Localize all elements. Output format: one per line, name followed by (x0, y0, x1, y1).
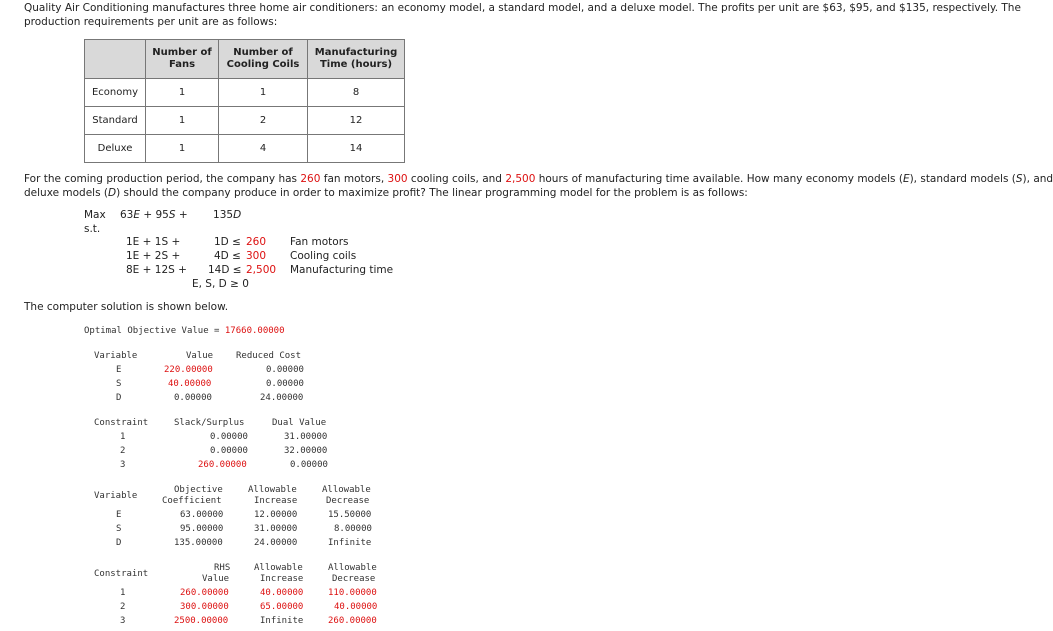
con-dual: 31.00000 (284, 432, 328, 442)
var-name: S (116, 379, 122, 389)
intro-line-2: production requirements per unit are as follows: (24, 16, 278, 28)
obj-coef: 135.00000 (174, 538, 223, 548)
row-label: Deluxe (85, 135, 146, 163)
obj-header-variable: Variable (94, 491, 138, 501)
fan-count: 260 (300, 173, 321, 185)
con-header-constraint: Constraint (94, 418, 149, 428)
header-time: Manufacturing Time (hours) (308, 40, 405, 79)
rhs-header-dec-1: Allowable (328, 563, 377, 573)
row-label: Economy (85, 79, 146, 107)
rhs-dec: 110.00000 (328, 588, 377, 598)
rhs-inc: 65.00000 (260, 602, 304, 612)
con-dual: 0.00000 (290, 460, 328, 470)
problem-paragraph-line-2: deluxe models (D) should the company produce in order to maximize profit? The linear programming model for the problem is as follows: (24, 187, 748, 199)
obj-header-dec-2: Decrease (326, 496, 370, 506)
var-name: D (116, 393, 122, 403)
table-row (85, 79, 405, 107)
requirements-table (84, 39, 405, 163)
obj-dec: 15.50000 (328, 510, 372, 520)
cell-time: 12 (308, 107, 405, 135)
nonnegativity: E, S, D ≥ 0 (192, 278, 249, 290)
cell-time: 14 (308, 135, 405, 163)
var-header-value: Value (186, 351, 214, 361)
cell-fans: 1 (146, 107, 219, 135)
hours-count: 2,500 (505, 173, 536, 185)
rhs-inc: 40.00000 (260, 588, 304, 598)
rhs-header-dec-2: Decrease (332, 574, 376, 584)
obj-var: D (116, 538, 122, 548)
con-header-slack: Slack/Surplus (174, 418, 245, 428)
header-fans: Number of Fans (146, 40, 219, 79)
cell-coils: 4 (219, 135, 308, 163)
constraint-1-label: Fan motors (290, 236, 349, 248)
rhs-inc: Infinite (260, 616, 304, 626)
table-row (85, 135, 405, 163)
obj-inc: 24.00000 (254, 538, 298, 548)
rhs-value: 260.00000 (180, 588, 229, 598)
constraint-1-d: 1D ≤ (214, 236, 241, 248)
constraint-2-label: Cooling coils (290, 250, 357, 262)
cell-fans: 1 (146, 79, 219, 107)
rhs-header-inc-1: Allowable (254, 563, 303, 573)
rhs-con: 3 (120, 616, 126, 626)
obj-header-2: Coefficient (162, 496, 222, 506)
solution-intro: The computer solution is shown below. (24, 301, 229, 313)
max-label: Max (84, 209, 106, 221)
optimal-objective: Optimal Objective Value = 17660.00000 (84, 326, 285, 336)
cell-fans: 1 (146, 135, 219, 163)
con-slack: 0.00000 (210, 446, 248, 456)
coil-count: 300 (387, 173, 408, 185)
obj-header-inc-2: Increase (254, 496, 298, 506)
obj-header-1: Objective (174, 485, 223, 495)
constraint-1-lhs: 1E + 1S + (126, 236, 181, 248)
con-slack: 260.00000 (198, 460, 247, 470)
obj-var: S (116, 524, 122, 534)
con-name: 1 (120, 432, 126, 442)
obj-dec: 8.00000 (334, 524, 372, 534)
cell-coils: 2 (219, 107, 308, 135)
con-header-dual: Dual Value (272, 418, 327, 428)
obj-header-dec-1: Allowable (322, 485, 371, 495)
var-reduced-cost: 0.00000 (266, 365, 304, 375)
con-name: 3 (120, 460, 126, 470)
obj-coef: 95.00000 (180, 524, 224, 534)
problem-paragraph-line-1: For the coming production period, the company has 260 fan motors, 300 cooling coils, and 2,500 hours of manufacturing time available. How many economy models (E), standard models (S), and (24, 173, 1053, 185)
cell-time: 8 (308, 79, 405, 107)
rhs-header-1: RHS (214, 563, 231, 573)
obj-inc: 31.00000 (254, 524, 298, 534)
var-value: 40.00000 (168, 379, 212, 389)
constraint-2-d: 4D ≤ (214, 250, 241, 262)
cell-coils: 1 (219, 79, 308, 107)
st-label: s.t. (84, 223, 101, 235)
rhs-value: 300.00000 (180, 602, 229, 612)
objective-function: 63E + 95S + 135D (120, 209, 242, 221)
var-header-variable: Variable (94, 351, 138, 361)
constraint-2-lhs: 1E + 2S + (126, 250, 181, 262)
var-reduced-cost: 24.00000 (260, 393, 304, 403)
constraint-3-label: Manufacturing time (290, 264, 394, 276)
rhs-dec: 40.00000 (334, 602, 378, 612)
optimal-objective-value: 17660.00000 (224, 326, 285, 336)
var-header-reduced-cost: Reduced Cost (236, 351, 302, 361)
rhs-header-2: Value (202, 574, 230, 584)
var-reduced-cost: 0.00000 (266, 379, 304, 389)
var-name: E (116, 365, 122, 375)
obj-header-inc-1: Allowable (248, 485, 297, 495)
table-header-row (85, 40, 405, 79)
table-corner (85, 40, 146, 79)
constraint-3-lhs: 8E + 12S + (126, 264, 187, 276)
var-value: 0.00000 (174, 393, 212, 403)
con-dual: 32.00000 (284, 446, 328, 456)
rhs-con: 1 (120, 588, 126, 598)
rhs-dec: 260.00000 (328, 616, 377, 626)
rhs-con: 2 (120, 602, 126, 612)
constraint-2-rhs: 300 (246, 250, 267, 262)
var-value: 220.00000 (164, 365, 213, 375)
rhs-value: 2500.00000 (174, 616, 229, 626)
header-coils: Number of Cooling Coils (219, 40, 308, 79)
con-name: 2 (120, 446, 126, 456)
obj-var: E (116, 510, 122, 520)
rhs-header-constraint: Constraint (94, 569, 149, 579)
obj-inc: 12.00000 (254, 510, 298, 520)
row-label: Standard (85, 107, 146, 135)
obj-dec: Infinite (328, 538, 372, 548)
constraint-3-d: 14D ≤ (208, 264, 242, 276)
rhs-header-inc-2: Increase (260, 574, 304, 584)
intro-line-1: Quality Air Conditioning manufactures three home air conditioners: an economy model, a standard model, and a deluxe model. The profits per unit are $63, $95, and $135, respectively. The (24, 2, 1021, 14)
con-slack: 0.00000 (210, 432, 248, 442)
table-row (85, 107, 405, 135)
constraint-1-rhs: 260 (246, 236, 267, 248)
obj-coef: 63.00000 (180, 510, 224, 520)
constraint-3-rhs: 2,500 (246, 264, 277, 276)
